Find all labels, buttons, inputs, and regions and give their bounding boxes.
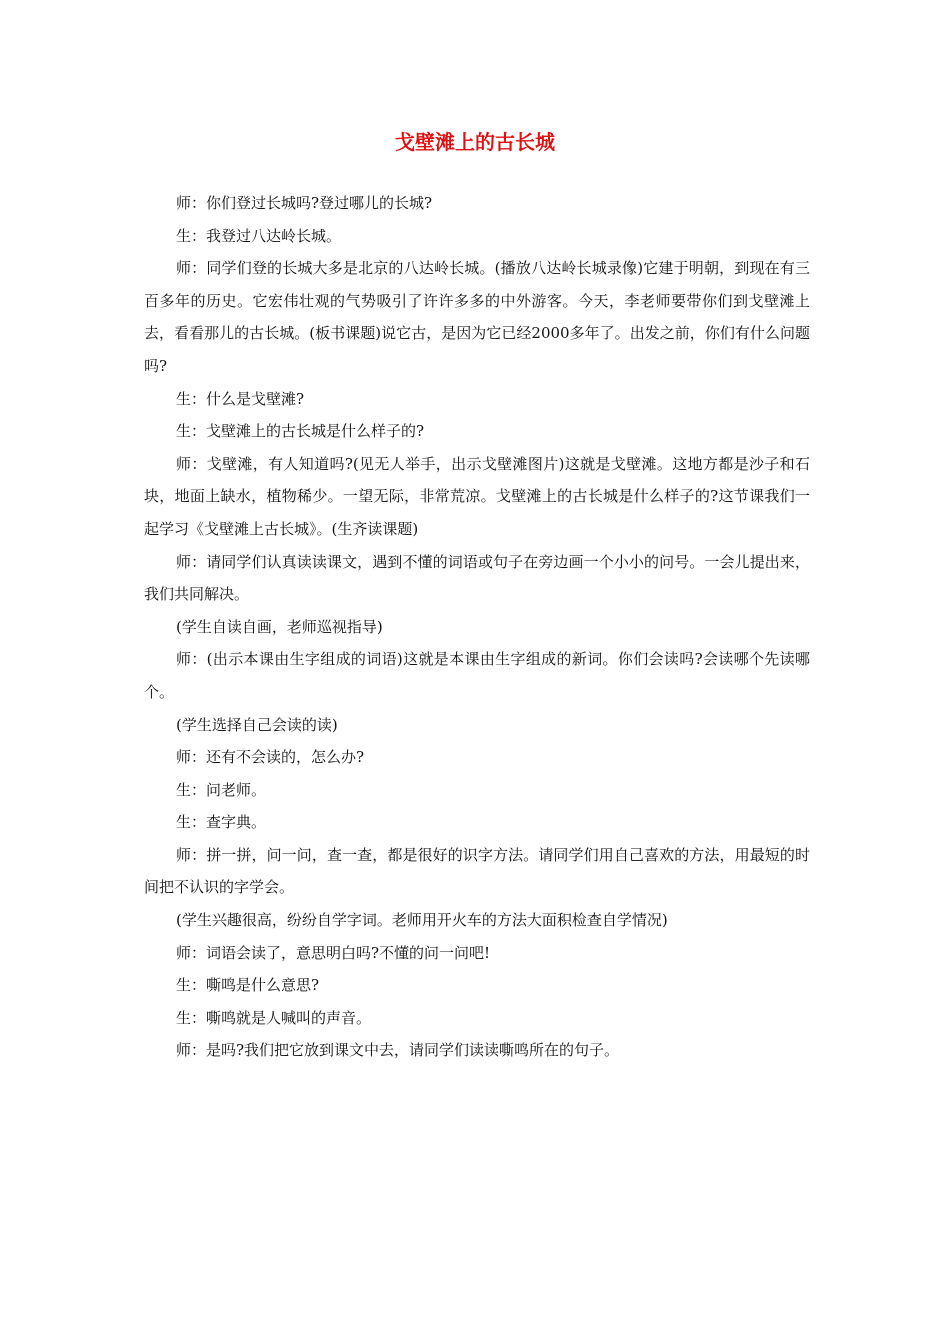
paragraph: 师：请同学们认真读读课文，遇到不懂的词语或句子在旁边画一个小小的问号。一会儿提出来，我们共同解决。 (144, 552, 810, 604)
paragraph: (学生自读自画，老师巡视指导) (176, 617, 383, 636)
paragraph: 生：我登过八达岭长城。 (176, 226, 342, 245)
paragraph: 师：同学们登的长城大多是北京的八达岭长城。(播放八达岭长城录像)它建于明朝，到现在有三百多年的历史。它宏伟壮观的气势吸引了许许多多的中外游客。今天，李老师要带你们到戈壁滩上去，看看那儿的古长城。(板书课题)说它古，是因为它已经2000多年了。出发之前，你们有什么问题吗? (144, 259, 810, 375)
paragraph: 生：什么是戈壁滩? (176, 389, 305, 408)
paragraph: 师：你们登过长城吗?登过哪儿的长城? (176, 194, 433, 212)
document-title: 戈壁滩上的古长城 (395, 130, 555, 154)
paragraph: 生：查字典。 (176, 813, 267, 832)
paragraph: 师：是吗?我们把它放到课文中去，请同学们读读嘶鸣所在的句子。 (176, 1041, 620, 1060)
paragraph: 生：戈壁滩上的古长城是什么样子的? (176, 422, 425, 441)
paragraph: (学生选择自己会读的读) (176, 715, 338, 734)
paragraph: 生：嘶鸣就是人喊叫的声音。 (176, 1008, 372, 1027)
paragraph: 师：还有不会读的，怎么办? (176, 748, 365, 767)
paragraph: 生：嘶鸣是什么意思? (176, 976, 320, 995)
paragraph: (学生兴趣很高，纷纷自学字词。老师用开火车的方法大面积检查自学情况) (176, 911, 668, 930)
paragraph: 师：词语会读了，意思明白吗?不懂的问一问吧! (176, 943, 491, 962)
paragraph: 师：拼一拼，问一问，查一查，都是很好的识字方法。请同学们用自己喜欢的方法，用最短的时间把不认识的字学会。 (144, 845, 810, 897)
paragraph: 师：戈壁滩，有人知道吗?(见无人举手，出示戈壁滩图片)这就是戈壁滩。这地方都是沙子和石块，地面上缺水，植物稀少。一望无际，非常荒凉。戈壁滩上的古长城是什么样子的?这节课我们一起学习《戈壁滩上古长城》。(生齐读课题) (144, 454, 810, 538)
paragraph: 生：问老师。 (176, 780, 267, 799)
paragraph: 师：(出示本课由生字组成的词语)这就是本课由生字组成的新词。你们会读吗?会读哪个先读哪个。 (144, 650, 810, 701)
document-body (144, 187, 810, 1067)
